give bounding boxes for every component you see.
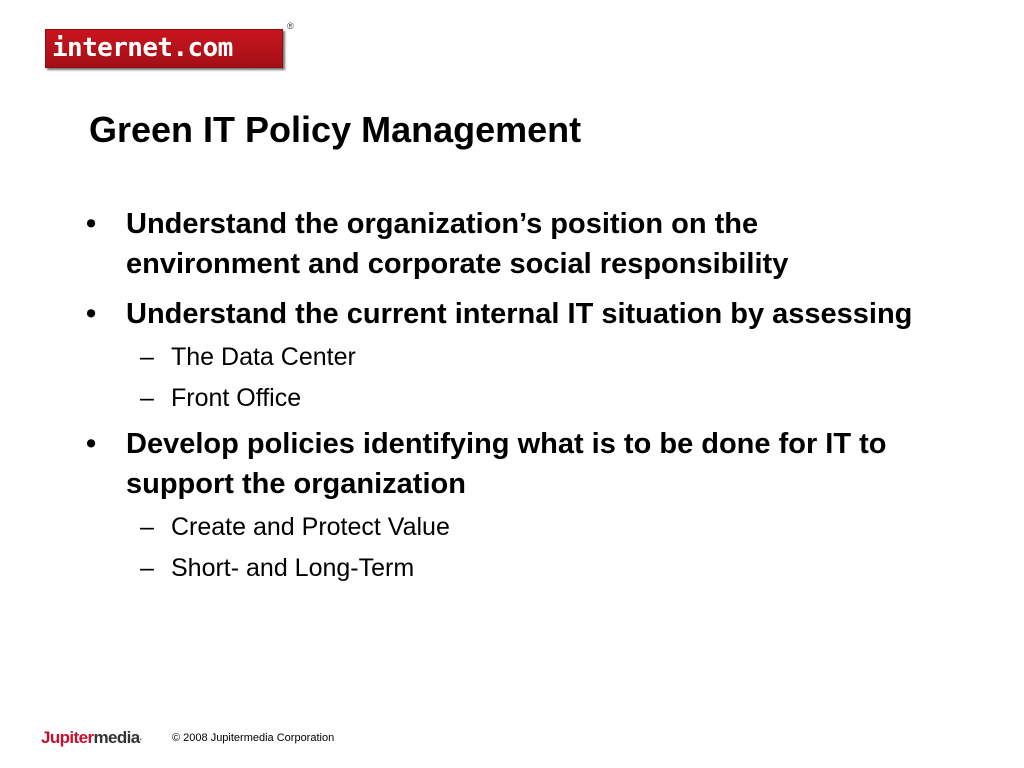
sub-item <box>0 383 1024 413</box>
copyright-text: © 2008 Jupitermedia Corporation <box>172 732 335 744</box>
bullet-item <box>0 294 926 334</box>
sub-item <box>0 342 1024 372</box>
sub-item <box>0 512 1024 542</box>
bullet-text: Understand the organization’s position on the environment and corporate social responsibility <box>126 208 789 280</box>
bullet-list <box>0 204 1024 594</box>
bullet-icon: • <box>86 428 97 460</box>
jupitermedia-logo <box>41 728 142 748</box>
sub-item <box>0 553 1024 583</box>
sub-item-list <box>0 512 1024 583</box>
footer-logo-part2: media <box>93 728 140 747</box>
dash-icon: – <box>140 513 154 541</box>
bullet-text: Understand the current internal IT situation by assessing <box>126 298 913 330</box>
footer-logo-part1: Jupiter <box>41 728 94 747</box>
bullet-icon: • <box>86 208 97 240</box>
bullet-text: Develop policies identifying what is to be done for IT to support the organization <box>126 428 887 500</box>
sub-item-list <box>0 342 1024 413</box>
dash-icon: – <box>140 384 154 412</box>
dash-icon: – <box>140 343 154 371</box>
sub-item-text: Front Office <box>171 384 302 412</box>
footer-logo-mark: . <box>139 733 142 742</box>
registered-mark: ® <box>287 21 294 31</box>
internet-com-logo <box>45 21 294 68</box>
bullet-item <box>0 204 926 284</box>
bullet-item <box>0 424 926 504</box>
sub-item-text: Short- and Long-Term <box>171 554 415 582</box>
dash-icon: – <box>140 554 154 582</box>
sub-item-text: The Data Center <box>171 343 356 371</box>
slide-title: Green IT Policy Management <box>89 109 582 150</box>
sub-item-text: Create and Protect Value <box>171 513 450 541</box>
logo-domain: .com <box>172 33 233 63</box>
bullet-icon: • <box>86 298 97 330</box>
logo-name: internet <box>52 33 173 63</box>
